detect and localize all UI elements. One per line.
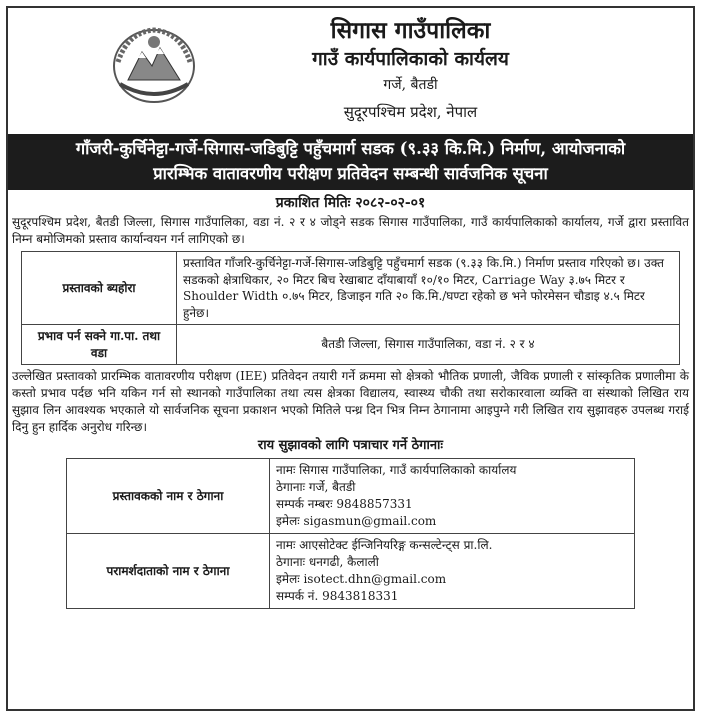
contact-line: ठेगानाः गर्जे, बैतडी: [276, 480, 356, 494]
contact-line: इमेलः isotect.dhn@gmail.com: [276, 572, 447, 586]
contact-line: ठेगानाः धनगढी, कैलाली: [276, 555, 379, 569]
contact-details: [270, 459, 635, 534]
contact-line: सम्पर्क नं. 9843818331: [276, 589, 399, 603]
notice-header: [8, 8, 693, 134]
published-date: प्रकाशित मितिः २०८२-०२-०१: [275, 195, 426, 211]
province: सुदूरपश्चिम प्रदेश, नेपाल: [343, 103, 478, 121]
banner-line-1: गाँजरी-कुर्चिनेट्टा-गर्जे-सिगास-जडिबुट्टि पहुँचमार्ग सडक (९.३३ कि.मि.) निर्माण, आयोजनाको: [75, 139, 626, 158]
office-name: गाउँ कार्यपालिकाको कार्यलय: [312, 48, 509, 70]
table-value: बैतडी जिल्ला, सिगास गाउँपालिका, वडा नं. २ र ४: [177, 325, 680, 365]
contact-key: परामर्शदाताको नाम र ठेगाना: [67, 534, 270, 609]
contact-line: नामः आएसोटेक्ट ईन्जिनियरिङ्ग कन्सल्टेन्ट्स प्रा.लि.: [276, 538, 493, 552]
table-row: [67, 534, 635, 609]
table-value: प्रस्तावित गाँजरि-कुर्चिनेट्टा-गर्जे-सिगास-जडिबुट्टि पहुँचमार्ग सडक (९.३३ कि.मि.) निर्माण प्रस्ताव गरिएको छ। उक्त सडकको क्षेत्राधिकार, २० मिटर बिच रेखाबाट दाँयाबायाँ १०/१० मिटर, Carriage Way ३.७५ मिटर र Shoulder Width ०.७५ मिटर, डिजाइन गति २० कि.मि./घण्टा रहेको छ भने फोरमेसन चौडाइ ४.५ मिटर हुनेछ।: [177, 252, 680, 325]
table-row: [22, 252, 680, 325]
org-block: [188, 16, 633, 127]
contact-line: सम्पर्क नम्बरः 9848857331: [276, 497, 413, 511]
table-row: [22, 325, 680, 365]
project-table: [21, 251, 680, 365]
contact-line: इमेलः sigasmun@gmail.com: [276, 514, 437, 528]
table-row: [67, 459, 635, 534]
government-emblem-icon: [108, 22, 200, 106]
contact-heading: राय सुझावको लागि पत्राचार गर्ने ठेगानाः: [257, 438, 444, 453]
banner-line-2: प्रारम्भिक वातावरणीय परीक्षण प्रतिवेदन सम्बन्धी सार्वजनिक सूचना: [153, 164, 548, 183]
table-key: प्रस्तावको ब्यहोरा: [22, 252, 177, 325]
notice-title-banner: [8, 134, 693, 190]
public-notice: [6, 6, 695, 711]
office-location: गर्जे, बैतडी: [383, 77, 438, 93]
intro-paragraph: सुदूरपश्चिम प्रदेश, बैतडी जिल्ला, सिगास गाउँपालिका, वडा नं. २ र ४ जोड्ने सडक सिगास गाउँपालिका, गाउँ कार्यपालिकाको कार्यालय, गर्जे द्वारा प्रस्तावित निम्न बमोजिमको प्रस्ताव कार्यान्वयन गर्न लागिएको छ।: [12, 215, 689, 246]
contact-line: नामः सिगास गाउँपालिका, गाउँ कार्यपालिकाको कार्यालय: [276, 463, 517, 477]
table-key: प्रभाव पर्न सक्ने गा.पा. तथा वडा: [22, 325, 177, 365]
body-paragraph: उल्लेखित प्रस्तावको प्रारम्भिक वातावरणीय परीक्षण (IEE) प्रतिवेदन तयारी गर्ने क्रममा सो क्षेत्रको भौतिक प्रणाली, जैविक प्रणाली र सांस्कृतिक प्रणालीमा के कस्तो प्रभाव पर्दछ भनि यकिन गर्न सो स्थानको गाउँपालिका तथा त्यस क्षेत्रका विद्यालय, स्वास्थ्य चौकी तथा सरोकारवाला व्यक्ति वा संस्थाको लिखित राय सुझाव लिन आवश्यक भएकाले यो सार्वजनिक सूचना प्रकाशन भएको मितिले पन्ध्र दिन भित्र निम्न ठेगानामा आइपुग्ने गरी लिखित राय सुझावहरु उपलब्ध गराई दिनु हुन हार्दिक अनुरोध गरिन्छ।: [12, 369, 689, 434]
contact-details: [270, 534, 635, 609]
org-name: सिगास गाउँपालिका: [330, 17, 491, 44]
contact-table: [66, 458, 635, 609]
contact-key: प्रस्तावकको नाम र ठेगाना: [67, 459, 270, 534]
